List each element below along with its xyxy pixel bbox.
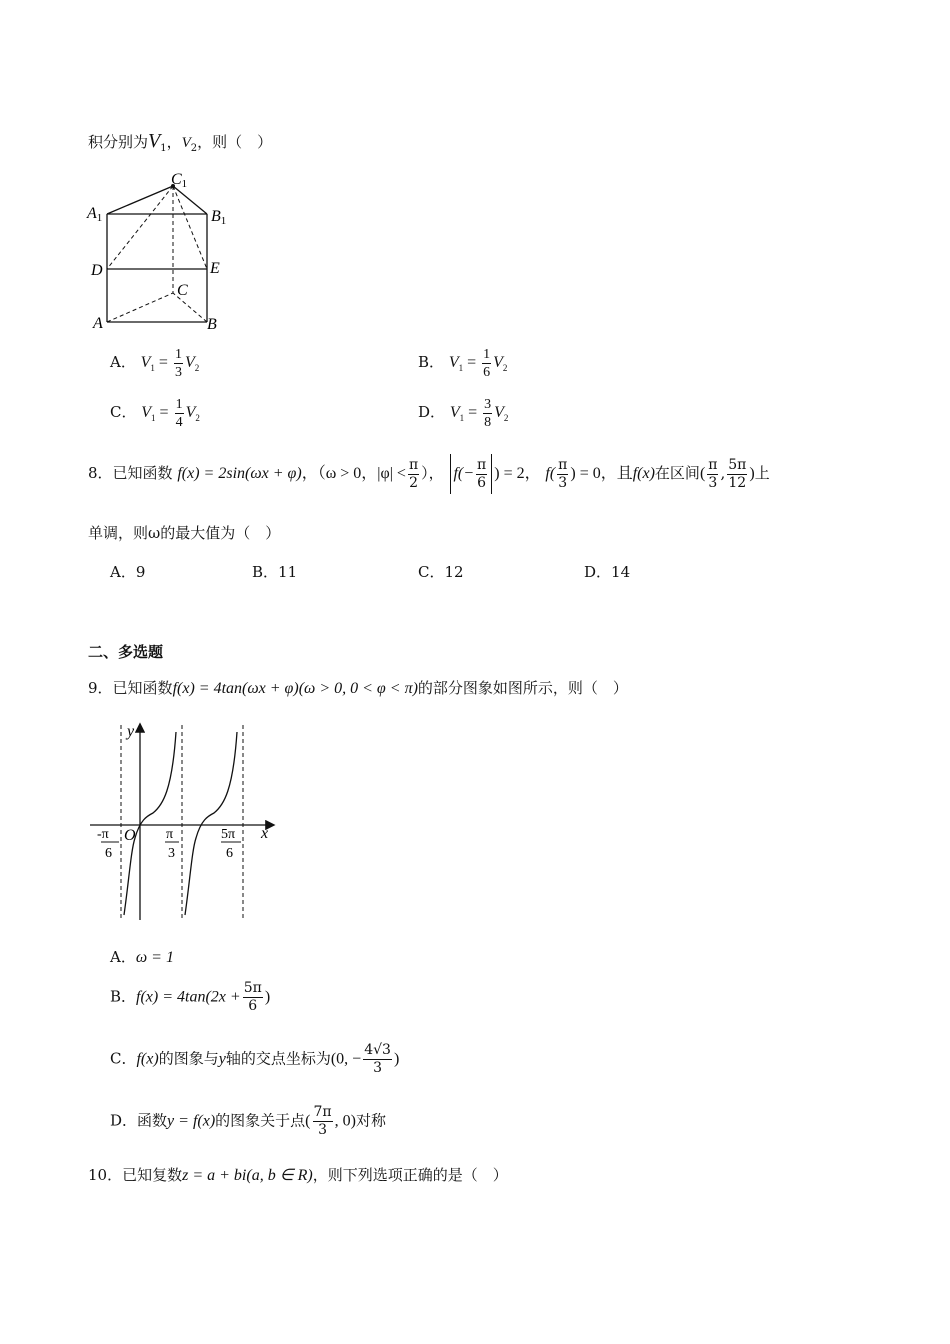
abs-bar-right — [491, 454, 492, 494]
option-text: 的图象与 — [158, 1049, 219, 1068]
option-frac: $\frac{4√3}{3}$ — [364, 1042, 391, 1076]
comma: ， — [166, 133, 182, 151]
q9-text2: 的部分图象如图所示，则（ ） — [417, 679, 628, 697]
q8-stem-line1: 8．已知函数 f(x) = 2sin(ωx + φ)，（ω > 0，|φ| < $\frac{\pi}{2}$ ）， f(− $\frac{\pi}{6}$ ) = 2， f( $\frac{\pi}{3}$ ) = 0，且f(x)在区间( $\frac{\pi}{3}$ , $\frac{5\pi}{12}$ )上 — [88, 454, 770, 494]
option-text2: 的图象关于点 — [215, 1111, 306, 1130]
option-zero: 0, − — [336, 1050, 362, 1068]
q8-fx: f(x) — [632, 465, 655, 482]
q8-abs-expr: f(− — [453, 465, 475, 482]
option-label: B． — [252, 563, 279, 581]
option-frac: $\frac{5\pi}{6}$ — [243, 980, 262, 1014]
option-label: A． — [110, 563, 136, 581]
label-B: B — [207, 316, 217, 333]
option-frac: $\frac{7\pi}{3}$ — [313, 1104, 332, 1138]
option-label: C． — [110, 1049, 137, 1068]
label-D: D — [91, 262, 103, 279]
section-title: 二、多选题 — [88, 643, 164, 661]
q9-text1: 已知函数 — [112, 679, 173, 697]
q8-text5: 上 — [754, 464, 770, 482]
option-value: 11 — [278, 563, 298, 581]
q8-option-a[interactable] — [110, 561, 145, 582]
q8-f-open: f( — [545, 465, 556, 482]
q7-then: ，则（ ） — [197, 133, 273, 151]
option-expr: $V_1$ = $\frac{3}{8}$ $V_2$ — [449, 397, 509, 430]
option-expr: $V_1$ = $\frac{1}{3}$ $V_2$ — [140, 347, 200, 380]
q8-option-c[interactable] — [418, 561, 464, 582]
option-expr: ω = 1 — [135, 949, 174, 966]
v2-subscript: 2 — [190, 143, 198, 154]
q8-option-d[interactable] — [584, 561, 630, 582]
label-C1: C1 — [171, 171, 188, 190]
q9-stem — [88, 677, 628, 698]
option-value: 14 — [611, 563, 631, 581]
tick-5pi6-num: 5π — [221, 827, 236, 842]
q9-option-b[interactable] — [110, 980, 270, 1015]
q7-option-c[interactable] — [110, 396, 200, 431]
q9-option-d[interactable]: D．函数y = f(x)的图象关于点( $\frac{7\pi}{3}$ , 0)对称 — [110, 1104, 386, 1138]
option-label: B． — [110, 987, 137, 1006]
q8-option-b[interactable] — [252, 561, 297, 582]
label-A: A — [93, 315, 103, 332]
option-label: A． — [110, 948, 136, 966]
option-zero: , 0 — [334, 1112, 351, 1130]
label-B1: B1 — [211, 208, 227, 227]
q10-text2: ，则下列选项正确的是（ ） — [312, 1166, 508, 1184]
tick-neg-pi6-den: 6 — [105, 846, 112, 861]
tick-5pi6-den: 6 — [226, 846, 233, 861]
q8-frac-pi3: $\frac{\pi}{3}$ — [558, 456, 568, 491]
graph-y-label: y — [127, 723, 135, 740]
q8-frac-interval-a: $\frac{\pi}{3}$ — [708, 456, 718, 491]
tangent-graph — [85, 720, 285, 925]
q8-frac-pi2: $\frac{\pi}{2}$ — [408, 456, 419, 491]
q9-number: 9． — [88, 679, 113, 697]
q7-option-a[interactable] — [110, 346, 199, 381]
q10-stem — [88, 1164, 508, 1185]
option-label: D． — [110, 1111, 138, 1130]
label-A1: A1 — [87, 205, 103, 224]
q8-func: f(x) = 2sin(ωx + φ) — [177, 465, 302, 482]
option-text1: 函数 — [137, 1111, 168, 1130]
q7-stem-text: 积分别为 — [88, 133, 149, 151]
option-value: 12 — [444, 563, 464, 581]
tick-pi3-num: π — [166, 827, 174, 842]
option-value: 9 — [135, 563, 146, 581]
label-C: C — [177, 282, 188, 299]
option-close: ) — [264, 988, 271, 1006]
q8-eq2: ) = 2， — [494, 465, 541, 482]
v2-symbol: V — [181, 135, 191, 151]
abs-bar-left — [450, 454, 451, 494]
option-label: C． — [110, 403, 137, 422]
q8-stem-line2: 单调，则ω的最大值为（ ） — [88, 524, 281, 542]
q7-stem-line — [88, 130, 272, 154]
q8-eq0: ) = 0，且 — [570, 465, 633, 482]
q9-option-c[interactable]: C．f(x)的图象与y轴的交点坐标为(0, − $\frac{4√3}{3}$ ) — [110, 1042, 400, 1076]
option-label: D． — [418, 403, 446, 422]
q7-option-b[interactable] — [418, 346, 507, 381]
prism-figure — [85, 165, 235, 335]
option-y: y — [218, 1050, 226, 1068]
option-text2: 轴的交点坐标为 — [225, 1049, 331, 1068]
option-label: B． — [418, 353, 445, 372]
q10-number: 10． — [88, 1166, 123, 1184]
q8-number: 8． — [88, 464, 113, 482]
q9-option-a[interactable] — [110, 946, 174, 967]
option-text3: 对称 — [355, 1111, 386, 1130]
q8-cond: ，（ω > 0，|φ| < — [301, 465, 406, 482]
graph-origin-label: O — [124, 827, 136, 844]
option-expr: $V_1$ = $\frac{1}{4}$ $V_2$ — [141, 397, 200, 430]
tick-neg-pi6-num: -π — [97, 827, 109, 842]
q8-text3: ）， — [421, 464, 444, 482]
v1-symbol: V — [148, 130, 161, 152]
q9-func: f(x) = 4tan(ωx + φ)(ω > 0, 0 < φ < π) — [172, 680, 418, 697]
option-expr: y = f(x) — [167, 1112, 216, 1130]
graph-x-label: x — [261, 825, 269, 842]
label-E: E — [210, 260, 220, 277]
option-expr: $V_1$ = $\frac{1}{6}$ $V_2$ — [448, 347, 508, 380]
option-label: D． — [584, 563, 612, 581]
q8-frac-interval-b: $\frac{5\pi}{12}$ — [728, 456, 747, 491]
option-expr: f(x) = 4tan(2x + — [136, 988, 241, 1006]
q8-text1: 已知函数 — [112, 464, 173, 482]
q7-option-d[interactable] — [418, 396, 508, 431]
option-label: A． — [110, 353, 136, 372]
option-fx: f(x) — [136, 1050, 159, 1068]
q8-frac-pi6: $\frac{\pi}{6}$ — [477, 456, 487, 491]
v1-subscript: 1 — [160, 143, 167, 154]
q8-text4: 在区间 — [654, 464, 700, 482]
option-label: C． — [418, 563, 445, 581]
tick-pi3-den: 3 — [168, 846, 175, 861]
q10-text1: 已知复数 — [122, 1166, 183, 1184]
q10-expr: z = a + bi(a, b ∈ R) — [182, 1167, 313, 1184]
